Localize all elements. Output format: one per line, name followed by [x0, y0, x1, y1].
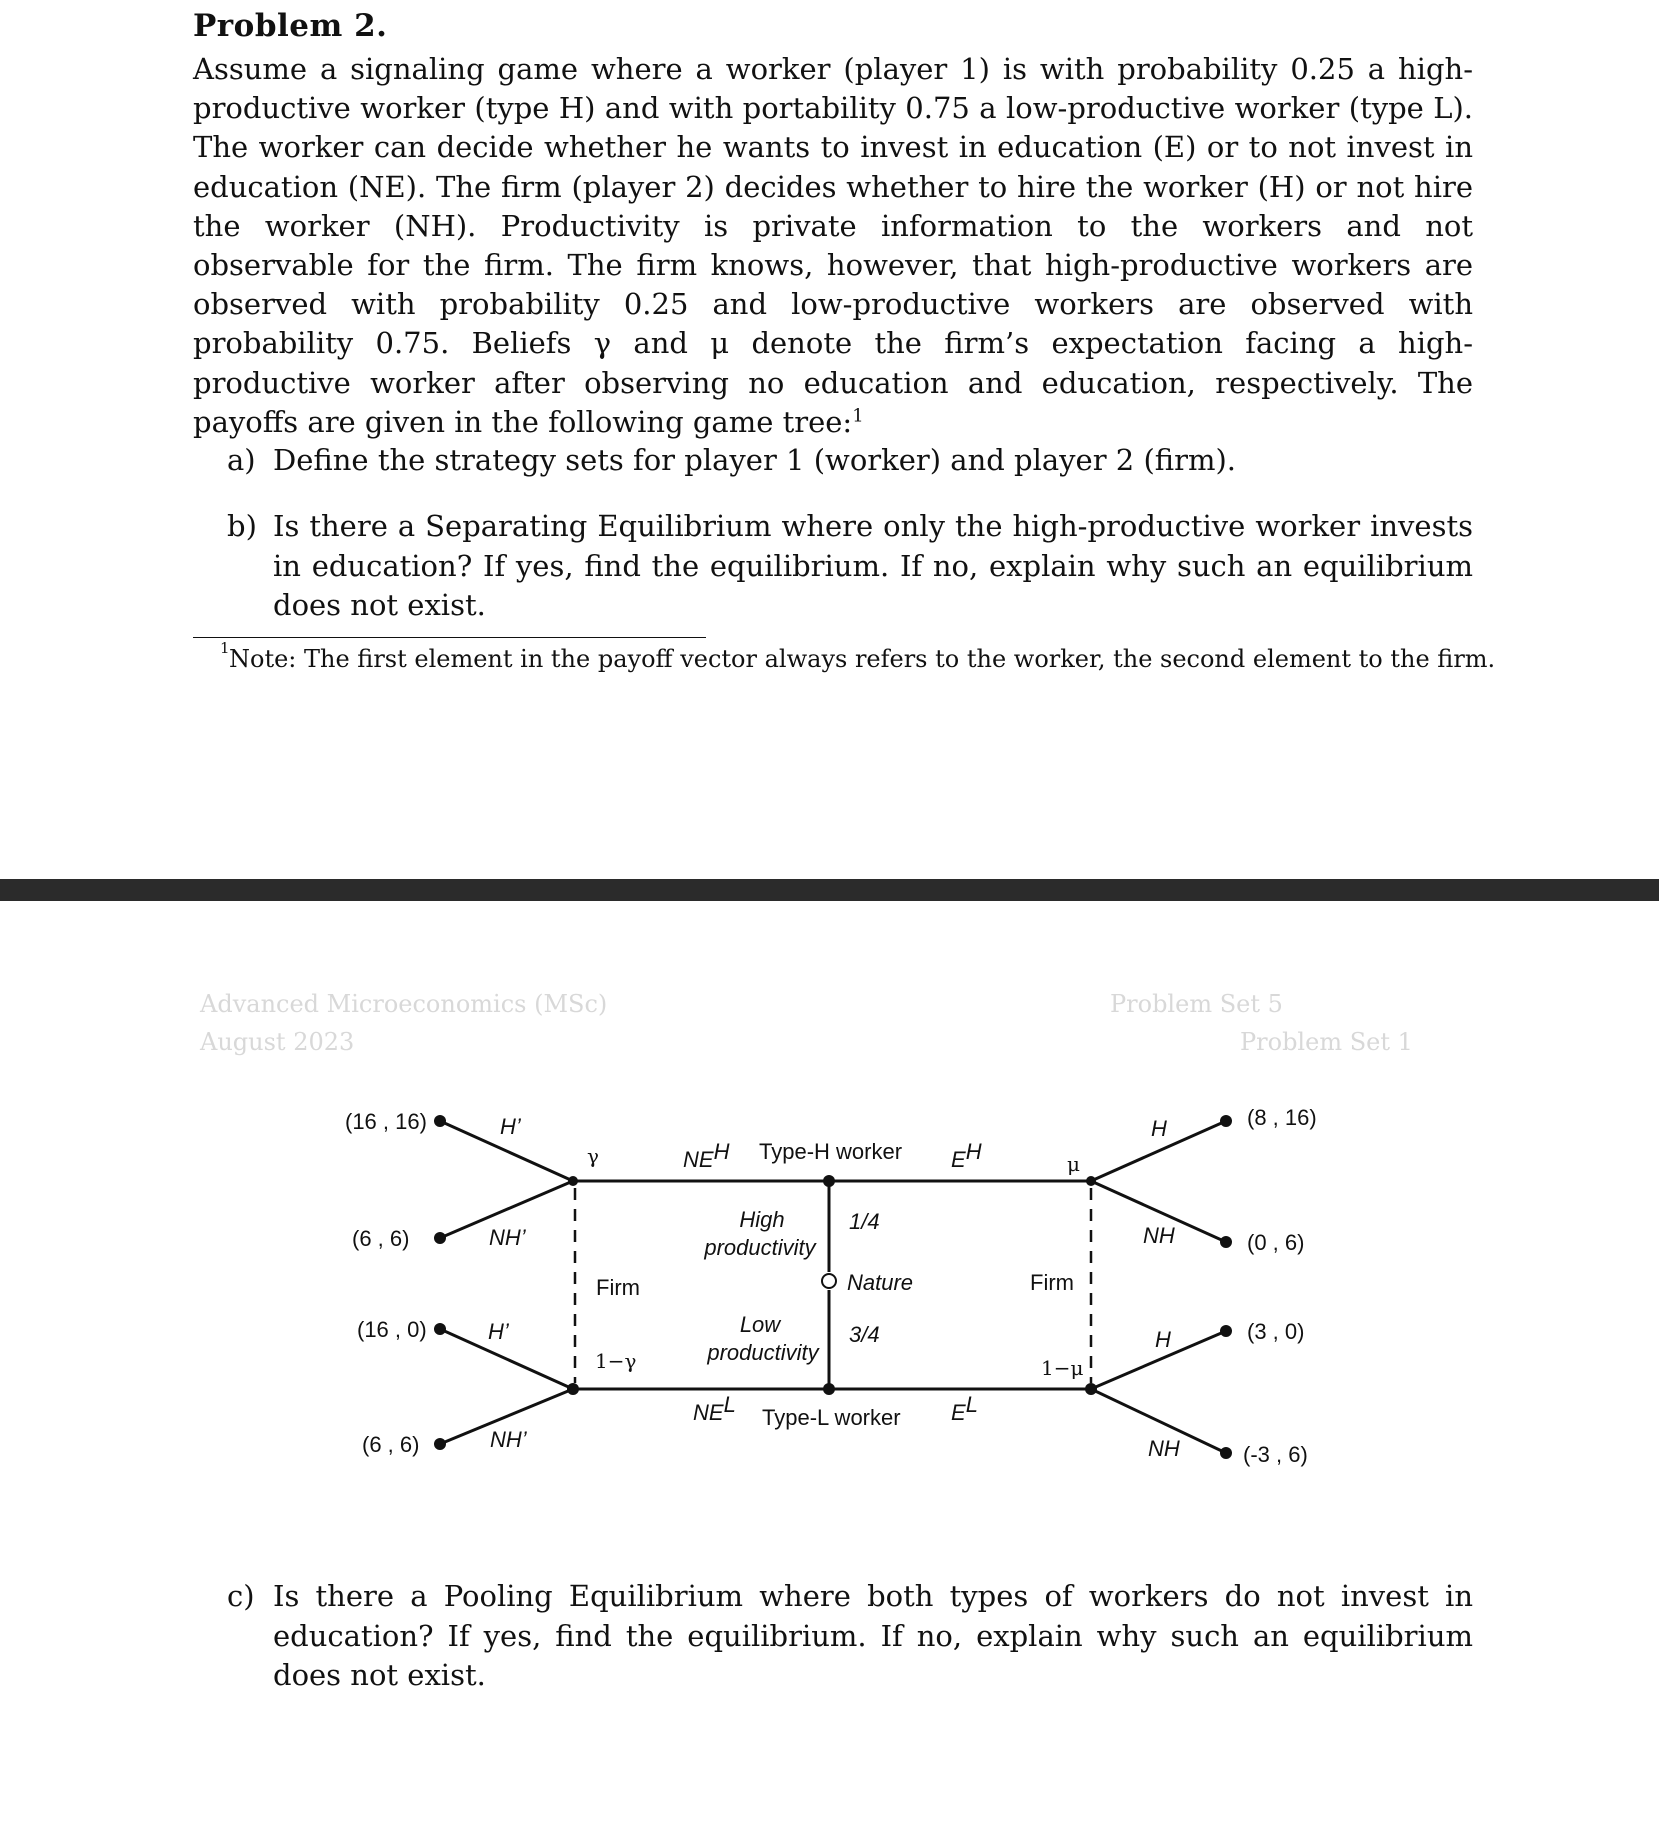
statement-line-7: low-productive workers are observed with probability 0.75. Beliefs γ and μ denote the firm’s: [193, 287, 1474, 361]
payoff-e-l-hire: (3 , 0): [1247, 1319, 1305, 1344]
move-ne-h-sup: H: [713, 1139, 730, 1164]
payoff-e-h-nohire: (0 , 6): [1247, 1230, 1305, 1255]
question-label: a): [227, 443, 256, 477]
move-e-h-sup: H: [965, 1139, 982, 1164]
label-type-l-worker: Type-L worker: [762, 1405, 901, 1430]
terminal-3: [434, 1323, 446, 1335]
statement-line-5: Productivity is private information to the workers and not observable for the firm. The: [193, 208, 1474, 283]
move-e-h: [951, 1139, 982, 1172]
problem-title: Problem 2.: [193, 8, 388, 44]
label-high: High: [739, 1207, 785, 1232]
payoff-e-l-nohire: (-3 , 6): [1243, 1442, 1308, 1467]
prob-high: 1/4: [849, 1209, 880, 1234]
action-h-top: H: [1151, 1116, 1167, 1141]
node-type-h: [823, 1175, 835, 1187]
terminal-4: [434, 1438, 446, 1450]
node-firm-e-l: [1085, 1383, 1097, 1395]
action-hprime-bottom: H’: [488, 1319, 509, 1344]
statement-line-4: The firm (player 2) decides whether to hire the worker (H) or not hire the worker (NH).: [193, 169, 1474, 243]
move-ne-l-sup: L: [723, 1392, 736, 1417]
terminal-8: [1220, 1447, 1232, 1459]
ghost-header-right-1: Problem Set 5: [1110, 990, 1283, 1018]
label-firm-right: Firm: [1030, 1270, 1074, 1295]
move-ne-h: [683, 1139, 730, 1172]
terminal-1: [434, 1115, 446, 1127]
prob-low: 3/4: [849, 1322, 880, 1347]
action-h-bottom: H: [1155, 1327, 1171, 1352]
label-type-h-worker: Type-H worker: [759, 1139, 903, 1164]
ghost-header-left-1: Advanced Microeconomics (MSc): [200, 990, 608, 1018]
terminal-2: [434, 1232, 446, 1244]
move-e-l-sup: L: [965, 1392, 978, 1417]
statement-line-2: worker (type H) and with portability 0.75 a low-productive worker (type L). The worker: [193, 91, 1473, 165]
action-nhprime-bottom: NH’: [490, 1427, 527, 1452]
node-firm-ne-h: [568, 1176, 578, 1186]
move-ne-h-base: NE: [683, 1147, 714, 1172]
statement-line-6: firm knows, however, that high-productive workers are observed with probability 0.25 and: [193, 248, 1474, 322]
action-nh-bottom: NH: [1148, 1436, 1180, 1461]
footnote-marker[interactable]: 1: [852, 405, 864, 427]
payoff-ne-l-hire: (16 , 0): [357, 1317, 427, 1342]
move-ne-l-base: NE: [693, 1400, 724, 1425]
statement-line-8: expectation facing a high-productive worker after observing no education and education,: [193, 326, 1474, 400]
move-e-l: [951, 1392, 978, 1425]
question-text: Is there a Separating Equilibrium where only the high-productive worker invests in education? If yes, find the equilibrium. If no, explain why such an equilibrium does not exist.: [273, 509, 1473, 622]
question-label: c): [227, 1579, 255, 1613]
move-ne-l: [693, 1392, 736, 1425]
terminal-5: [1220, 1115, 1232, 1127]
label-low: Low: [739, 1312, 781, 1337]
label-low-productivity: productivity: [707, 1340, 819, 1365]
action-nhprime-top: NH’: [489, 1225, 526, 1250]
belief-one-minus-mu: 1−μ: [1041, 1356, 1084, 1380]
question-text: Is there a Pooling Equilibrium where both types of workers do not invest in education? If yes, find the equilibrium. If no, explain why such an equilibrium does not exist.: [273, 1579, 1473, 1692]
footnote-text: Note: The first element in the payoff vector always refers to the worker, the second element to the firm.: [229, 645, 1496, 673]
label-nature: Nature: [847, 1270, 914, 1295]
action-nh-top: NH: [1143, 1223, 1175, 1248]
belief-mu: μ: [1067, 1152, 1080, 1176]
payoff-ne-l-nohire: (6 , 6): [362, 1432, 420, 1457]
statement-line-1: Assume a signaling game where a worker (player 1) is with probability 0.25 a high-productive: [193, 52, 1473, 126]
question-label: b): [227, 509, 257, 543]
ghost-header-right-2: Problem Set 1: [1240, 1028, 1413, 1056]
question-text: Define the strategy sets for player 1 (worker) and player 2 (firm).: [273, 443, 1237, 477]
action-hprime-top: H’: [500, 1114, 521, 1139]
payoff-ne-h-hire: (16 , 16): [345, 1109, 427, 1134]
terminal-6: [1220, 1236, 1232, 1248]
node-type-l: [823, 1383, 835, 1395]
footnote-number: 1: [220, 639, 230, 657]
label-firm-left: Firm: [596, 1275, 640, 1300]
node-firm-ne-l: [567, 1383, 579, 1395]
payoff-ne-h-nohire: (6 , 6): [352, 1226, 410, 1251]
move-e-l-base: E: [951, 1400, 966, 1425]
nature-node-icon: [822, 1274, 836, 1288]
payoff-e-h-hire: (8 , 16): [1247, 1105, 1317, 1130]
move-e-h-base: E: [951, 1147, 966, 1172]
node-firm-e-h: [1086, 1176, 1096, 1186]
label-high-productivity: productivity: [704, 1235, 816, 1260]
statement-line-3: can decide whether he wants to invest in education (E) or to not invest in education (NE).: [193, 130, 1473, 204]
terminal-7: [1220, 1325, 1232, 1337]
ghost-header-left-2: August 2023: [200, 1028, 355, 1056]
belief-gamma: γ: [587, 1144, 599, 1168]
belief-one-minus-gamma: 1−γ: [595, 1349, 637, 1373]
statement-line-9: respectively. The payoffs are given in the following game tree:: [193, 365, 1474, 439]
